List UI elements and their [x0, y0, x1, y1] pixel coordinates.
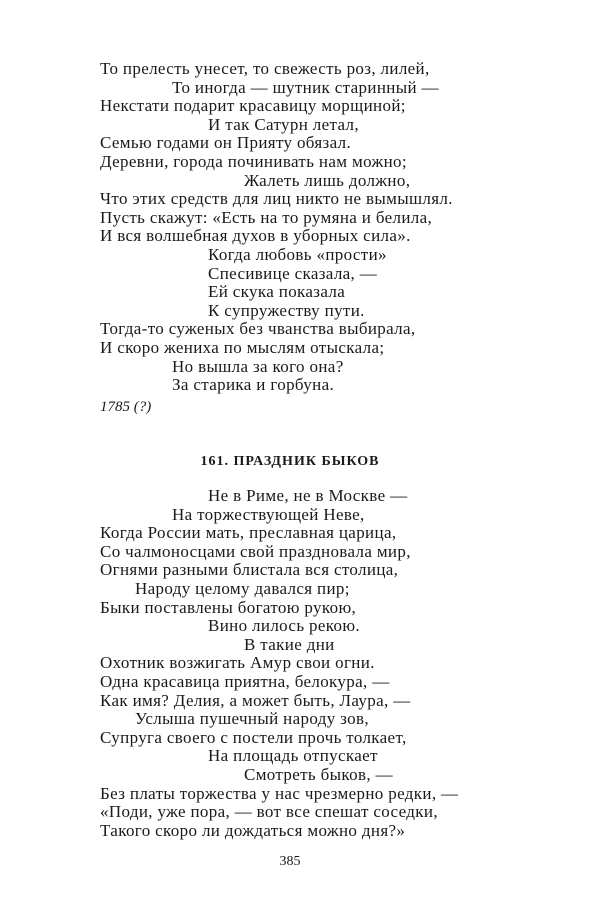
verse-line: Пусть скажут: «Есть на то румяна и белила,: [100, 207, 433, 227]
verse-line: Услыша пушечный народу зов,: [135, 709, 369, 729]
verse-line: И скоро жениха по мыслям отыскала;: [100, 337, 385, 357]
verse-line: За старика и горбуна.: [172, 375, 335, 395]
poem-title: 161. ПРАЗДНИК БЫКОВ: [200, 454, 380, 469]
verse-line: Когда России мать, преславная царица,: [100, 523, 397, 543]
verse-line: В такие дни: [244, 634, 335, 654]
verse-line: Как имя? Делия, а может быть, Лаура, —: [100, 690, 411, 710]
verse-line: Что этих средств для лиц никто не вымышлял.: [100, 189, 453, 209]
verse-line: Народу целому давался пир;: [135, 578, 350, 598]
verse-line: Но вышла за кого она?: [172, 356, 344, 376]
verse-line: Смотреть быков, —: [244, 764, 393, 784]
verse-line: Охотник возжигать Амур свои огни.: [100, 653, 375, 673]
verse-line: Супруга своего с постели прочь толкает,: [100, 727, 407, 747]
verse-line: Быки поставлены богатою рукою,: [100, 597, 357, 617]
poem-160-text: [100, 60, 540, 395]
verse-line: И так Сатурн летал,: [208, 114, 359, 134]
verse-line: Семью годами он Прияту обязал.: [100, 133, 352, 153]
verse-line: И вся волшебная духов в уборных сила».: [100, 226, 411, 246]
verse-line: Не в Риме, не в Москве —: [208, 486, 408, 505]
verse-line: Жалеть лишь должно,: [244, 170, 411, 190]
verse-line: На площадь отпускает: [208, 746, 378, 766]
verse-line: Со чалмоносцами свой праздновала мир,: [100, 541, 411, 561]
verse-line: Огнями разными блистала вся столица,: [100, 560, 399, 580]
verse-line: На торжествующей Неве,: [172, 504, 365, 524]
verse-line: Одна красавица приятна, белокура, —: [100, 671, 390, 691]
verse-line: К супружеству пути.: [208, 300, 365, 320]
page-number: 385: [279, 854, 301, 869]
verse-line: Без платы торжества у нас чрезмерно редки, —: [100, 783, 459, 803]
verse-line: Тогда-то суженых без чванства выбирала,: [100, 319, 416, 339]
verse-line: Вино лилось рекою.: [208, 616, 361, 636]
verse-line: Такого скоро ли дождаться можно дня?»: [100, 820, 406, 840]
poem-date: 1785 (?): [100, 399, 152, 415]
verse-line: Ей скука показала: [208, 282, 346, 302]
verse-line: Деревни, города починивать нам можно;: [100, 151, 407, 171]
verse-line: То иногда — шутник старинный —: [172, 77, 439, 97]
verse-line: Некстати подарит красавицу морщиной;: [100, 96, 406, 116]
verse-line: Спесивице сказала, —: [208, 263, 378, 283]
verse-line: «Поди, уже пора, — вот все спешат соседки,: [100, 802, 438, 822]
verse-line: Когда любовь «прости»: [208, 244, 387, 264]
verse-line: То прелесть унесет, то свежесть роз, лилей,: [100, 59, 430, 78]
poem-161-text: [100, 487, 540, 840]
